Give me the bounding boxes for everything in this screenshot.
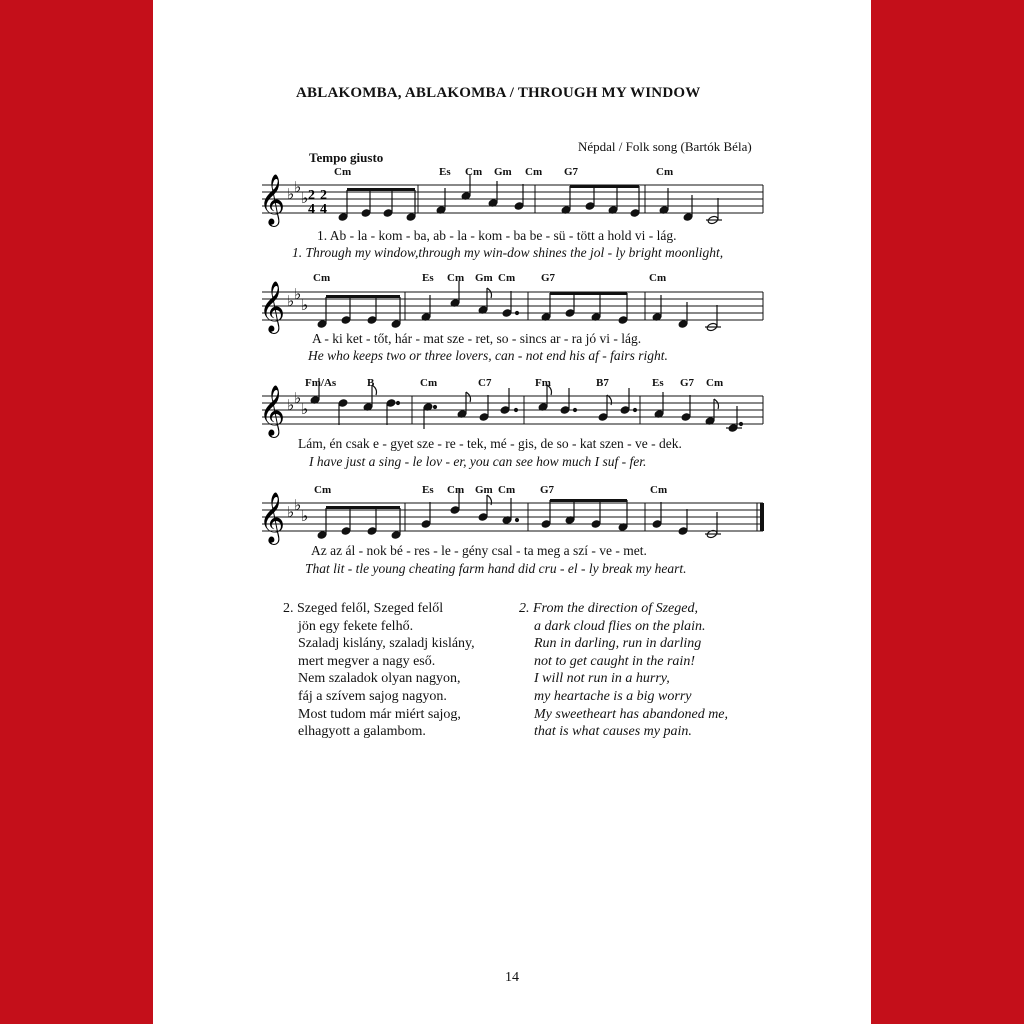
verse-line: fáj a szívem sajog nagyon. [298, 688, 447, 704]
chord-symbol: Es [422, 484, 434, 496]
flat-icon: ♭ [294, 389, 302, 407]
chord-symbol: Fm/As [305, 377, 337, 389]
verse-line: mert megver a nagy eső. [298, 653, 436, 669]
flat-icon: ♭ [287, 185, 295, 203]
time-signature-top: 2 [308, 188, 315, 203]
flat-icon: ♭ [301, 189, 309, 207]
verse-line: Most tudom már miért sajog, [298, 706, 461, 722]
chord-symbol: C7 [478, 377, 492, 389]
verse-line: Szaladj kislány, szaladj kislány, [298, 636, 475, 652]
verse-line: that is what causes my pain. [534, 724, 692, 740]
treble-clef-icon: 𝄞 [259, 281, 286, 332]
chord-symbol: Gm [494, 166, 512, 178]
flat-icon: ♭ [294, 285, 302, 303]
verse-line: jön egy fekete felhő. [298, 618, 414, 634]
lyrics-hungarian: Lám, én csak e - gyet sze - re - tek, mé - gis, de so - kat szen - ve - dek. [298, 436, 682, 451]
chord-symbol: B7 [596, 377, 609, 389]
chord-symbol: Gm [475, 272, 493, 284]
chord-symbol: G7 [540, 484, 555, 496]
chord-symbol: Gm [475, 484, 493, 496]
tempo-marking: Tempo giusto [309, 150, 384, 165]
lyrics-hungarian: Az az ál - nok bé - res - le - gény csal - ta meg a szí - ve - met. [311, 543, 647, 558]
chord-symbol: Cm [706, 377, 724, 389]
flat-icon: ♭ [294, 178, 302, 196]
chord-symbol: Es [652, 377, 664, 389]
treble-clef-icon: 𝄞 [259, 492, 286, 543]
chord-symbol: Cm [498, 272, 516, 284]
verse-line: I will not run in a hurry, [534, 671, 670, 687]
chord-symbol: Fm [535, 377, 551, 389]
chord-symbol: Es [439, 166, 451, 178]
verse-line: Nem szaladok olyan nagyon, [298, 671, 461, 687]
verse-line: elhagyott a galambom. [298, 724, 426, 740]
song-title: ABLAKOMBA, ABLAKOMBA / THROUGH MY WINDOW [296, 85, 701, 101]
treble-clef-icon: 𝄞 [259, 385, 286, 436]
flat-icon: ♭ [287, 396, 295, 414]
verse-line: My sweetheart has abandoned me, [534, 706, 729, 722]
chord-symbol: Cm [313, 272, 331, 284]
flat-icon: ♭ [301, 296, 309, 314]
chord-symbol: Cm [420, 377, 438, 389]
verse-line: Run in darling, run in darling [534, 636, 702, 652]
lyrics-hungarian: A - ki ket - tőt, hár - mat sze - ret, so - sincs ar - ra jó vi - lág. [312, 331, 642, 346]
verse-line: 2. Szeged felől, Szeged felől [283, 601, 444, 616]
chord-symbol: Cm [525, 166, 543, 178]
chord-symbol: B [367, 377, 375, 389]
chord-symbol: G7 [680, 377, 695, 389]
chord-symbol: Cm [447, 272, 465, 284]
lyrics-english: That lit - tle young cheating farm hand did cru - el - ly break my heart. [305, 561, 687, 576]
chord-symbol: Cm [447, 484, 465, 496]
chord-symbol: Cm [314, 484, 332, 496]
verse-2-english [519, 600, 728, 741]
flat-icon: ♭ [287, 292, 295, 310]
chord-symbol: G7 [541, 272, 556, 284]
verse-line: my heartache is a big worry [534, 688, 692, 704]
time-signature-top: 2 [320, 188, 327, 203]
page-number: 14 [505, 970, 519, 985]
lyrics-english: 1. Through my window,through my win-dow shines the jol - ly bright moonlight, [292, 245, 724, 260]
verse-2-hungarian [283, 600, 475, 741]
flat-icon: ♭ [294, 496, 302, 514]
flat-icon: ♭ [301, 400, 309, 418]
chord-symbol: Cm [656, 166, 674, 178]
chord-symbol: G7 [564, 166, 579, 178]
chord-symbol: Cm [498, 484, 516, 496]
flat-icon: ♭ [287, 503, 295, 521]
chord-symbol: Cm [650, 484, 668, 496]
lyrics-english: I have just a sing - le lov - er, you can see how much I suf - fer. [309, 454, 647, 469]
chord-symbol: Cm [334, 166, 352, 178]
lyrics-hungarian: 1. Ab - la - kom - ba, ab - la - kom - ba be - sü - tött a hold vi - lág. [317, 228, 677, 243]
chord-symbol: Cm [649, 272, 667, 284]
song-credit: Népdal / Folk song (Bartók Béla) [578, 139, 752, 154]
treble-clef-icon: 𝄞 [259, 174, 286, 225]
chord-symbol: Cm [465, 166, 483, 178]
verse-line: a dark cloud flies on the plain. [534, 618, 706, 634]
chord-symbol: Es [422, 272, 434, 284]
final-barline [760, 503, 764, 531]
lyrics-english: He who keeps two or three lovers, can - not end his af - fairs right. [308, 348, 668, 363]
verse-line: 2. From the direction of Szeged, [519, 601, 698, 616]
time-signature-bottom: 4 [320, 202, 327, 217]
flat-icon: ♭ [301, 507, 309, 525]
time-signature-bottom: 4 [308, 202, 315, 217]
verse-line: not to get caught in the rain! [534, 653, 695, 669]
